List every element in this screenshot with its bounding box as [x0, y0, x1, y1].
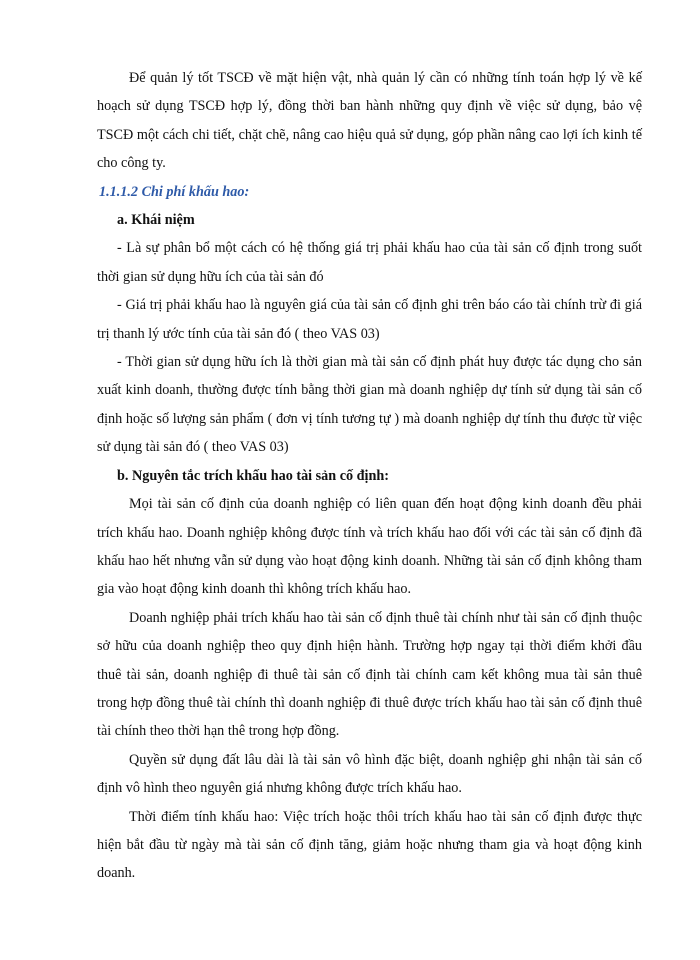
principle-paragraph: Quyền sử dụng đất lâu dài là tài sản vô hình đặc biệt, doanh nghiệp ghi nhận tài sản cố định vô hình theo nguyên giá nhưng không được trích khấu hao. [97, 751, 642, 797]
definition-bullet: - Thời gian sử dụng hữu ích là thời gian mà tài sản cố định phát huy được tác dụng cho sản xuất kinh doanh, thường được tính bằng thời gian mà doanh nghiệp dự tính sử dụng tài sản cố định hoặc số lượng sản phẩm ( đơn vị tính tương tự ) mà doanh nghiệp dự tính thu được từ việc sử dụng tài sản đó ( theo VAS 03) [97, 354, 642, 456]
document-page [97, 64, 642, 888]
definition-bullet: - Là sự phân bổ một cách có hệ thống giá trị phải khấu hao của tài sản cố định trong suốt thời gian sử dụng hữu ích của tài sản đó [97, 240, 642, 285]
principle-paragraph: Thời điểm tính khấu hao: Việc trích hoặc thôi trích khấu hao tài sản cố định được thực hiện bắt đầu từ ngày mà tài sản cố định tăng, giảm hoặc nhưng tham gia và hoạt động kinh doanh. [97, 808, 642, 882]
definition-bullet: - Giá trị phải khấu hao là nguyên giá của tài sản cố định ghi trên báo cáo tài chính trừ đi giá trị thanh lý ước tính của tài sản đó ( theo VAS 03) [97, 297, 642, 342]
intro-paragraph: Để quản lý tốt TSCĐ về mặt hiện vật, nhà quản lý cần có những tính toán hợp lý về kế hoạch sử dụng TSCĐ hợp lý, đồng thời ban hành những quy định về việc sử dụng, bảo vệ TSCĐ một cách chi tiết, chặt chẽ, nâng cao hiệu quả sử dụng, góp phần nâng cao lợi ích kinh tế cho công ty. [97, 70, 642, 172]
section-heading: 1.1.1.2 Chi phí khấu hao: [99, 183, 250, 200]
principle-paragraph: Doanh nghiệp phải trích khấu hao tài sản cố định thuê tài chính như tài sản cố định thuộc sở hữu của doanh nghiệp theo quy định hiện hành. Trường hợp ngay tại thời điểm khởi đầu thuê tài sản, doanh nghiệp đi thuê tài sản cố định tài chính cam kết không mua tài sản thuê trong hợp đồng thuê tài chính thì doanh nghiệp đi thuê được trích khấu hao tài sản cố định thuê tài chính theo thời hạn thê trong hợp đồng. [97, 609, 642, 740]
principle-paragraph: Mọi tài sản cố định của doanh nghiệp có liên quan đến hoạt động kinh doanh đều phải trích khấu hao. Doanh nghiệp không được tính và trích khấu hao đối với các tài sản cố định đã khấu hao hết nhưng vẫn sử dụng vào hoạt động kinh doanh. Những tài sản cố định không tham gia vào hoạt động kinh doanh thì không trích khấu hao. [97, 496, 642, 598]
subsection-b-title: b. Nguyên tắc trích khấu hao tài sản cố định: [117, 467, 389, 484]
subsection-a-title: a. Khái niệm [117, 212, 195, 229]
